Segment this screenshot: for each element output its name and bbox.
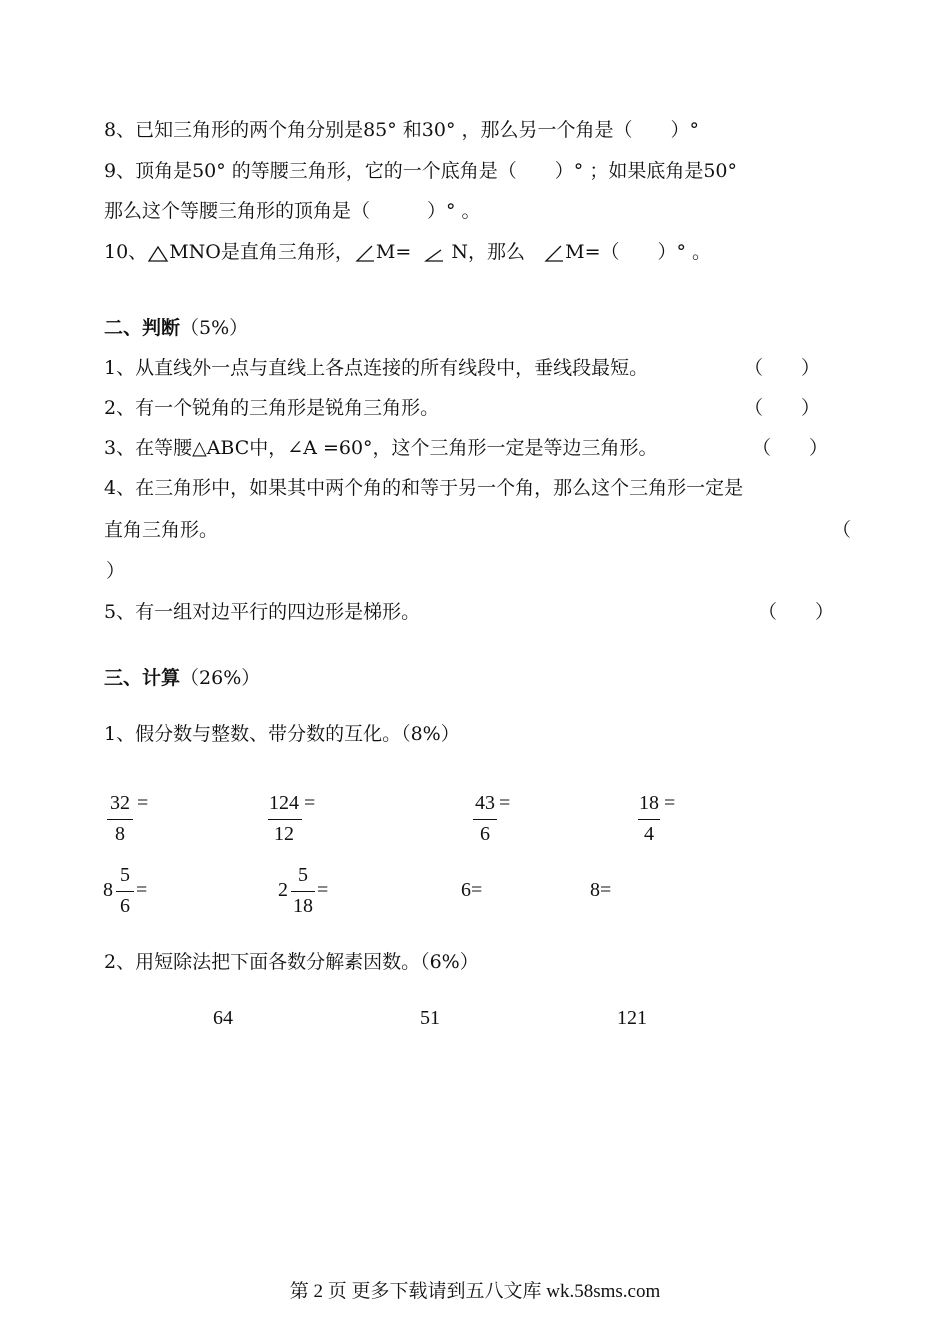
factor-number: 64: [213, 1007, 233, 1029]
question-8: 8、已知三角形的两个角分别是85° 和30° ，那么另一个角是（ ）°: [104, 119, 700, 141]
equals-sign: =: [136, 879, 148, 901]
section-calc-percent: （26%）: [180, 667, 261, 689]
fraction-numerator: 5: [120, 864, 130, 886]
factor-number: 51: [420, 1007, 440, 1029]
integer-conversion: 6=: [461, 879, 483, 901]
fraction-bar: [638, 819, 660, 820]
fraction-numerator: 43: [475, 792, 495, 814]
angle-icon: [354, 240, 376, 264]
fraction-numerator: 124: [269, 792, 299, 814]
triangle-icon: [147, 240, 169, 264]
section-judge-percent: （5%）: [180, 317, 249, 339]
fraction-bar: [107, 819, 133, 820]
section-calc-heading: [104, 666, 260, 690]
answer-parentheses: （ ）: [744, 397, 821, 419]
mixed-whole: 8: [103, 879, 113, 901]
question-10-number: 10、: [104, 241, 148, 263]
answer-parenthesis-close: ）: [106, 560, 126, 582]
equals-sign: =: [499, 792, 511, 814]
question-10-text-1: MNO是直角三角形，: [169, 241, 354, 263]
answer-parentheses: （ ）: [758, 601, 835, 623]
fraction-numerator: 18: [639, 792, 659, 814]
question-9-line-1: 9、顶角是50° 的等腰三角形，它的一个底角是（ ）° ；如果底角是50°: [104, 160, 738, 182]
fraction-bar: [291, 891, 315, 892]
judge-item: 1、从直线外一点与直线上各点连接的所有线段中，垂线段最短。: [104, 357, 649, 379]
fraction-denominator: 6: [120, 895, 130, 917]
answer-parentheses: （ ）: [752, 437, 829, 459]
fraction-denominator: 6: [480, 823, 490, 845]
question-10-text-4: M=（ ）° 。: [565, 241, 712, 263]
fraction: [471, 792, 531, 852]
section-judge-title: 二、判断: [104, 317, 181, 339]
judge-item-continued: 直角三角形。: [104, 519, 219, 541]
equals-sign: =: [304, 792, 316, 814]
page-footer: 第 2 页 更多下载请到五八文库 wk.58sms.com: [289, 1281, 661, 1302]
calc-subquestion-1: 1、假分数与整数、带分数的互化。（8%）: [104, 723, 460, 745]
equals-sign: =: [664, 792, 676, 814]
question-9-line-2: 那么这个等腰三角形的顶角是（ ）° 。: [104, 200, 481, 222]
fraction: [105, 792, 165, 852]
section-calc-title: 三、计算: [104, 667, 181, 689]
fraction-numerator: 32: [110, 792, 130, 814]
judge-item: 3、在等腰△ABC中，∠A =60°，这个三角形一定是等边三角形。: [104, 437, 658, 459]
fraction-bar: [116, 891, 134, 892]
factor-number: 121: [617, 1007, 647, 1029]
question-10: [104, 240, 711, 264]
calc-subquestion-2: 2、用短除法把下面各数分解素因数。（6%）: [104, 951, 479, 973]
judge-item: 2、有一个锐角的三角形是锐角三角形。: [104, 397, 440, 419]
fraction-denominator: 8: [115, 823, 125, 845]
angle-icon: [543, 240, 565, 264]
fraction-bar: [268, 819, 302, 820]
mixed-number: [103, 864, 163, 924]
fraction: [636, 792, 696, 852]
judge-item: 4、在三角形中，如果其中两个角的和等于另一个角，那么这个三角形一定是: [104, 477, 744, 499]
fraction-bar: [473, 819, 497, 820]
judge-item: 5、有一组对边平行的四边形是梯形。: [104, 601, 421, 623]
mixed-whole: 2: [278, 879, 288, 901]
mixed-number: [278, 864, 348, 924]
question-10-text-3: N，那么: [451, 241, 526, 263]
equals-sign: =: [137, 792, 149, 814]
equals-sign: =: [317, 879, 329, 901]
answer-parentheses: （ ）: [744, 357, 821, 379]
integer-conversion: 8=: [590, 879, 612, 901]
fraction-denominator: 12: [274, 823, 294, 845]
fraction-numerator: 5: [298, 864, 308, 886]
answer-parenthesis-open: （: [832, 519, 852, 541]
question-10-text-2: M=: [375, 241, 412, 263]
fraction-denominator: 18: [293, 895, 313, 917]
fraction: [266, 792, 336, 852]
angle-icon: [423, 240, 445, 264]
fraction-denominator: 4: [644, 823, 654, 845]
section-judge-heading: [104, 316, 248, 340]
